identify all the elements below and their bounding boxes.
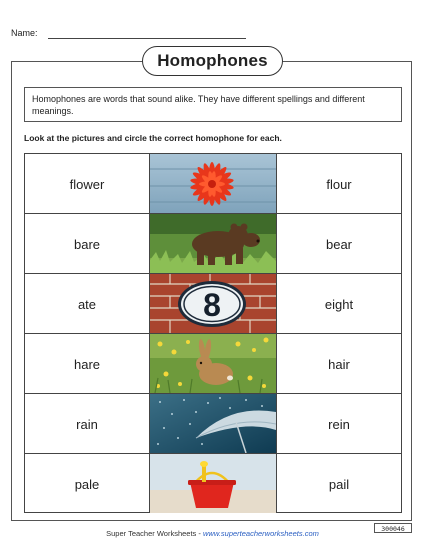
number-eight-sign — [149, 274, 277, 333]
option-left[interactable]: pale — [74, 476, 100, 492]
table-row — [25, 454, 401, 514]
homophone-grid — [24, 153, 402, 513]
table-row — [25, 274, 401, 334]
footer — [0, 529, 425, 538]
option-right[interactable]: bear — [325, 236, 353, 252]
option-right[interactable]: hair — [328, 356, 350, 372]
bear-icon — [149, 214, 277, 273]
worksheet-code: 300046 — [374, 523, 412, 533]
table-row — [25, 214, 401, 274]
footer-site: Super Teacher Worksheets - — [106, 529, 203, 538]
option-right[interactable]: pail — [328, 476, 350, 492]
intro-box: Homophones are words that sound alike. They have different spellings and different meanings. — [24, 87, 402, 122]
pail-icon — [149, 454, 277, 513]
name-line[interactable] — [48, 38, 246, 39]
umbrella-rain-icon — [149, 394, 277, 453]
option-right[interactable]: eight — [324, 296, 354, 312]
option-right[interactable]: rein — [328, 416, 350, 432]
option-left[interactable]: bare — [73, 236, 101, 252]
option-right[interactable]: flour — [326, 176, 352, 192]
option-left[interactable]: hare — [73, 356, 101, 372]
instruction-text: Look at the pictures and circle the correct homophone for each. — [24, 133, 282, 143]
eight-glyph: 8 — [203, 287, 221, 323]
option-left[interactable]: rain — [76, 416, 98, 432]
page-title: Homophones — [142, 46, 283, 76]
option-left[interactable]: ate — [77, 296, 97, 312]
option-left[interactable]: flower — [69, 176, 105, 192]
table-row — [25, 334, 401, 394]
hare-icon — [149, 334, 277, 393]
red-flower-icon — [149, 154, 277, 213]
footer-url[interactable]: www.superteacherworksheets.com — [202, 529, 319, 538]
table-row — [25, 154, 401, 214]
table-row — [25, 394, 401, 454]
name-label: Name: — [11, 28, 38, 38]
